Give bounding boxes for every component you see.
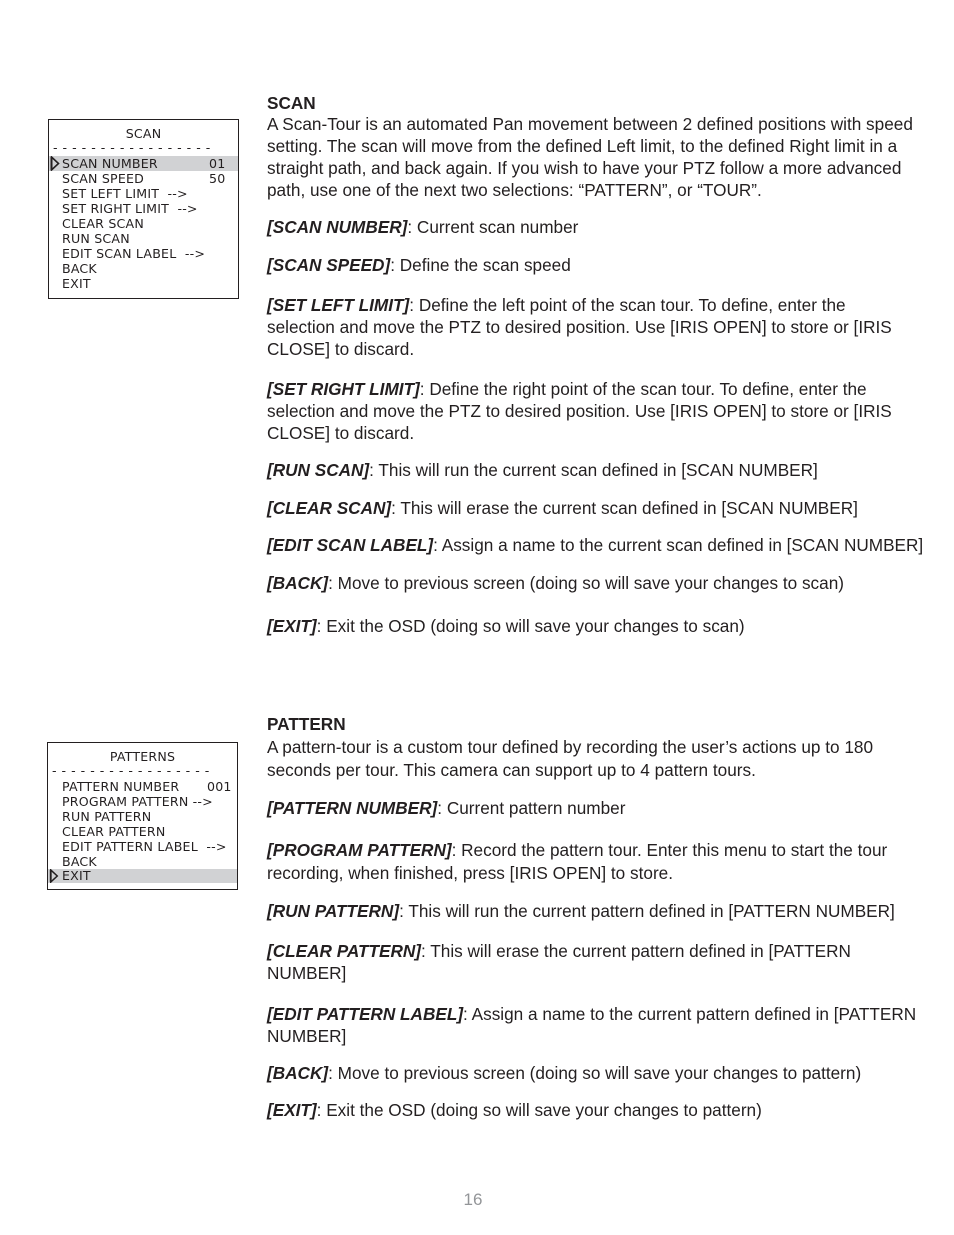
osd-menu-row [49,276,238,291]
definition-term: [SCAN NUMBER] [267,217,408,237]
osd-item-label: BACK [62,854,97,869]
definition-text: : Record the pattern tour. Enter this menu to start the tour recording, when finished, press [IRIS OPEN] to store. [267,840,888,883]
definition-term: [PROGRAM PATTERN] [267,840,452,860]
osd-item-label: EXIT [62,868,91,883]
definition-text: : Exit the OSD (doing so will save your changes to pattern) [316,1100,762,1120]
osd-menu-row [49,171,238,186]
osd-item-label: PATTERN NUMBER [62,779,180,794]
definition-term: [RUN PATTERN] [267,901,400,921]
osd-item-value: 01 [209,156,226,171]
osd-menu-row [48,794,237,809]
definition-text: : Assign a name to the current scan defined in [SCAN NUMBER] [433,535,924,555]
definition-term: [BACK] [267,573,329,593]
definition-term: [EXIT] [267,616,317,636]
definition-text: : Current pattern number [437,798,626,818]
definition [267,1003,917,1047]
osd-item-label: CLEAR PATTERN [62,824,166,839]
osd-menu-row [49,261,238,276]
definition-term: [SCAN SPEED] [267,255,391,275]
osd-item-label: RUN PATTERN [62,809,152,824]
selection-cursor-icon [49,869,59,883]
definition-text: : This will erase the current pattern defined in [PATTERN NUMBER] [267,941,851,983]
definition [267,534,927,556]
osd-menu-row [48,869,237,883]
osd-menu-row [48,854,237,869]
definition [267,572,917,594]
scan-osd-menu [48,119,239,299]
pattern-osd-menu [47,742,238,890]
definition-text: : Move to previous screen (doing so will save your changes to scan) [328,573,844,593]
page-number: 16 [463,1190,483,1209]
osd-item-label: BACK [62,261,97,276]
osd-item-label: RUN SCAN [62,231,130,246]
osd-menu-row [49,231,238,246]
osd-item-value: 001 [207,779,232,794]
definition-text: : Define the scan speed [390,255,571,275]
osd-item-label: EDIT SCAN LABEL --> [62,246,206,261]
osd-menu-row [48,809,237,824]
osd-menu-title: SCAN [125,126,162,141]
definition [267,216,917,238]
osd-menu-row [49,201,238,216]
definition-term: [CLEAR PATTERN] [267,941,422,961]
definition-text: : This will run the current scan defined in [SCAN NUMBER] [369,460,818,480]
definition [267,839,917,885]
definition-text: : Define the left point of the scan tour. To define, enter the selection and move the PTZ to desired position. Use [IRIS OPEN] to store or [IRIS CLOSE] to discard. [267,295,892,359]
definition [267,378,917,444]
definition-text: : Define the right point of the scan tour. To define, enter the selection and move the PTZ to desired position. Use [IRIS OPEN] to store or [IRIS CLOSE] to discard. [267,379,892,443]
definition-text: : Exit the OSD (doing so will save your changes to scan) [316,616,745,636]
osd-menu-row [49,156,238,171]
definition [267,254,917,276]
osd-menu-row [49,186,238,201]
definition [267,1062,917,1084]
osd-item-label: SCAN SPEED [62,171,145,186]
definition-term: [PATTERN NUMBER] [267,798,438,818]
osd-item-label: EXIT [62,276,91,291]
osd-item-label: PROGRAM PATTERN --> [62,794,213,809]
definition [267,797,917,819]
definition-text: : Current scan number [407,217,579,237]
definition-text: : Assign a name to the current pattern defined in [PATTERN NUMBER] [267,1004,917,1046]
osd-menu-row [49,246,238,261]
definition-term: [EDIT PATTERN LABEL] [267,1004,464,1024]
definition-text: : Move to previous screen (doing so will save your changes to pattern) [328,1063,862,1083]
osd-item-label: EDIT PATTERN LABEL --> [62,839,227,854]
definition-term: [BACK] [267,1063,329,1083]
osd-item-label: CLEAR SCAN [62,216,144,231]
definition-term: [SET LEFT LIMIT] [267,295,410,315]
pattern-section [267,713,917,782]
definition [267,615,917,637]
definition [267,459,917,481]
definition [267,294,917,360]
osd-item-value: 50 [209,171,226,186]
definition [267,1099,917,1121]
osd-item-label: SCAN NUMBER [62,156,158,171]
definition-term: [RUN SCAN] [267,460,370,480]
definition [267,940,867,984]
scan-section [267,92,917,201]
definition-term: [CLEAR SCAN] [267,498,392,518]
section-heading: PATTERN [267,714,346,734]
definition-text: : This will erase the current scan defined in [SCAN NUMBER] [391,498,858,518]
osd-item-label: SET RIGHT LIMIT --> [62,201,198,216]
definition-term: [SET RIGHT LIMIT] [267,379,420,399]
definition-term: [EXIT] [267,1100,317,1120]
section-intro: A Scan-Tour is an automated Pan movement between 2 defined positions with speed setting. The scan will move from the defined Left limit, to the defined Right limit in a straight path, and back again. If you wish to have your PTZ follow a more advanced path, use one of the next two selections: “PATTERN”, or “TOUR”. [267,114,913,200]
osd-menu-title: PATTERNS [109,749,176,764]
definition-text: : This will run the current pattern defined in [PATTERN NUMBER] [399,901,895,921]
section-heading: SCAN [267,93,316,113]
definition [267,497,917,519]
osd-divider: - - - - - - - - - - - - - - - - - [52,763,210,778]
osd-menu-row [48,779,237,794]
osd-item-label: SET LEFT LIMIT --> [62,186,188,201]
osd-divider: - - - - - - - - - - - - - - - - - [53,140,211,155]
osd-menu-row [48,824,237,839]
osd-menu-row [48,839,237,854]
selection-cursor-icon [50,156,60,171]
section-intro: A pattern-tour is a custom tour defined by recording the user’s actions up to 180 seconds per tour. This camera can support up to 4 pattern tours. [267,737,874,780]
definition [267,900,927,922]
definition-term: [EDIT SCAN LABEL] [267,535,434,555]
osd-menu-row [49,216,238,231]
